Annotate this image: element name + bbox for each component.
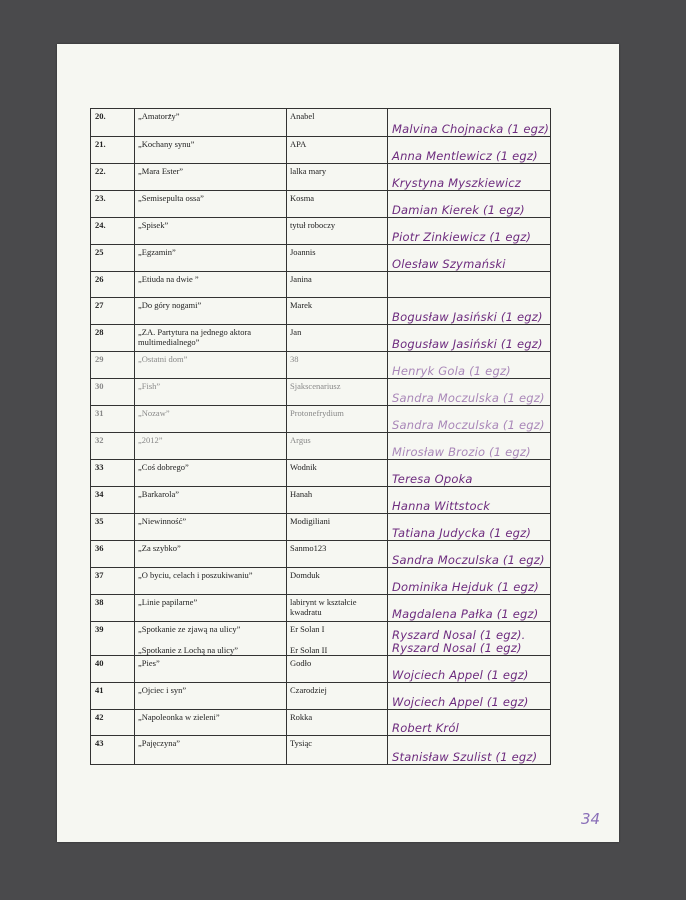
entry-number: 30 [91, 379, 135, 406]
entry-author-handwritten: Piotr Zinkiewicz (1 egz) [388, 218, 551, 245]
entry-pseudonym: Tysiąc [287, 736, 388, 765]
entry-author-handwritten: Bogusław Jasiński (1 egz) [388, 325, 551, 352]
entry-number: 43 [91, 736, 135, 765]
entry-pseudonym: Kosma [287, 191, 388, 218]
entry-title: „Egzamin” [135, 245, 287, 272]
entry-author-handwritten: Dominika Hejduk (1 egz) [388, 568, 551, 595]
table-row [91, 656, 551, 683]
entry-author-handwritten-line-1: Ryszard Nosal (1 egz). [392, 628, 526, 642]
entry-title: „ZA. Partytura na jednego aktora multimedialnego” [135, 325, 287, 352]
entry-number: 33 [91, 460, 135, 487]
entry-pseudonym: Czarodziej [287, 683, 388, 710]
entry-author-handwritten: Sandra Moczulska (1 egz) [388, 379, 551, 406]
entry-number: 39 [91, 622, 135, 656]
entry-number: 34 [91, 487, 135, 514]
entry-title: „Do góry nogami” [135, 298, 287, 325]
entry-title: „2012” [135, 433, 287, 460]
entry-title: „Pies” [135, 656, 287, 683]
entry-pseudonym: Sjakscenariusz [287, 379, 388, 406]
entry-pseudonym [287, 622, 388, 656]
table-row [91, 298, 551, 325]
entry-pseudonym: lalka mary [287, 164, 388, 191]
entry-pseudonym-line-2: Er Solan II [290, 645, 328, 655]
table-row [91, 683, 551, 710]
entry-author-handwritten: Sandra Moczulska (1 egz) [388, 406, 551, 433]
entry-author-handwritten: Mirosław Brozio (1 egz) [388, 433, 551, 460]
entry-pseudonym: APA [287, 137, 388, 164]
entry-title: „Amatorzy” [135, 109, 287, 137]
entry-title: „Pajęczyna” [135, 736, 287, 765]
entry-author-handwritten: Teresa Opoka [388, 460, 551, 487]
entry-pseudonym: Godło [287, 656, 388, 683]
entry-pseudonym-line-1: Er Solan I [290, 624, 325, 634]
entry-pseudonym: Protonefrydium [287, 406, 388, 433]
entry-title: „Napoleonka w zieleni” [135, 710, 287, 736]
entry-number: 40 [91, 656, 135, 683]
entry-title: „Semisepulta ossa” [135, 191, 287, 218]
table-row [91, 595, 551, 622]
entry-title [135, 622, 287, 656]
entry-number: 25 [91, 245, 135, 272]
entry-number: 23. [91, 191, 135, 218]
entry-author-handwritten: Olesław Szymański [388, 245, 551, 272]
entry-pseudonym: Modigiliani [287, 514, 388, 541]
table-row [91, 379, 551, 406]
entry-author-handwritten: Hanna Wittstock [388, 487, 551, 514]
page-number: 34 [581, 810, 601, 828]
entry-author-handwritten: Krystyna Myszkiewicz [388, 164, 551, 191]
entry-number: 22. [91, 164, 135, 191]
table-row [91, 218, 551, 245]
entry-pseudonym: labirynt w kształcie kwadratu [287, 595, 388, 622]
entry-title: „Niewinność” [135, 514, 287, 541]
entry-author-handwritten [388, 272, 551, 298]
table-row [91, 109, 551, 137]
entry-author-handwritten: Henryk Gola (1 egz) [388, 352, 551, 379]
entry-number: 29 [91, 352, 135, 379]
entry-pseudonym: Argus [287, 433, 388, 460]
entry-pseudonym: Janina [287, 272, 388, 298]
entry-pseudonym: tytuł roboczy [287, 218, 388, 245]
entry-author-handwritten-line-2: Ryszard Nosal (1 egz) [392, 641, 522, 655]
entry-title: „Spisek” [135, 218, 287, 245]
table-row [91, 460, 551, 487]
table-row [91, 352, 551, 379]
entry-pseudonym: Sanmo123 [287, 541, 388, 568]
entry-number: 32 [91, 433, 135, 460]
entry-author-handwritten: Damian Kierek (1 egz) [388, 191, 551, 218]
entry-pseudonym: Domduk [287, 568, 388, 595]
entry-title: „Kochany synu” [135, 137, 287, 164]
table-row [91, 137, 551, 164]
entry-title-line-2: „Spotkanie z Lochą na ulicy” [138, 645, 239, 655]
table-row [91, 487, 551, 514]
entry-author-handwritten: Malvina Chojnacka (1 egz) [388, 109, 551, 137]
entry-number: 26 [91, 272, 135, 298]
entry-number: 36 [91, 541, 135, 568]
table-row [91, 164, 551, 191]
entry-author-handwritten: Stanisław Szulist (1 egz) [388, 736, 551, 765]
table-row [91, 272, 551, 298]
entry-title: „Etiuda na dwie ” [135, 272, 287, 298]
entry-pseudonym: Hanah [287, 487, 388, 514]
entry-title: „Nozaw” [135, 406, 287, 433]
table-row [91, 433, 551, 460]
entry-number: 38 [91, 595, 135, 622]
entry-title: „Coś dobrego” [135, 460, 287, 487]
table-row [91, 245, 551, 272]
entry-title: „Ojciec i syn” [135, 683, 287, 710]
entry-title: „Fish” [135, 379, 287, 406]
entry-title: „Mara Ester” [135, 164, 287, 191]
entry-author-handwritten: Robert Król [388, 710, 551, 736]
table-row [91, 568, 551, 595]
entry-number: 20. [91, 109, 135, 137]
entry-author-handwritten: Magdalena Pałka (1 egz) [388, 595, 551, 622]
entries-table-body [91, 109, 551, 765]
table-row [91, 736, 551, 765]
table-row [91, 325, 551, 352]
entry-number: 42 [91, 710, 135, 736]
entry-author-handwritten: Bogusław Jasiński (1 egz) [388, 298, 551, 325]
table-row [91, 514, 551, 541]
entry-title-line-1: „Spotkanie ze zjawą na ulicy” [138, 624, 241, 634]
entry-title: „Ostatni dom” [135, 352, 287, 379]
entry-pseudonym: Jan [287, 325, 388, 352]
entry-pseudonym: 38 [287, 352, 388, 379]
entry-pseudonym: Anabel [287, 109, 388, 137]
table-row [91, 710, 551, 736]
entry-title: „Linie papilarne” [135, 595, 287, 622]
entry-author-handwritten: Wojciech Appel (1 egz) [388, 656, 551, 683]
entry-number: 24. [91, 218, 135, 245]
entry-number: 28 [91, 325, 135, 352]
table-row [91, 191, 551, 218]
entry-pseudonym: Marek [287, 298, 388, 325]
entry-pseudonym: Joannis [287, 245, 388, 272]
table-row [91, 541, 551, 568]
entry-number: 41 [91, 683, 135, 710]
entry-author-handwritten: Sandra Moczulska (1 egz) [388, 541, 551, 568]
entry-title: „Za szybko” [135, 541, 287, 568]
entry-author-handwritten [388, 622, 551, 656]
entry-number: 37 [91, 568, 135, 595]
entry-number: 21. [91, 137, 135, 164]
table-row [91, 622, 551, 656]
entry-number: 31 [91, 406, 135, 433]
entry-pseudonym: Rokka [287, 710, 388, 736]
entry-author-handwritten: Wojciech Appel (1 egz) [388, 683, 551, 710]
entry-pseudonym: Wodnik [287, 460, 388, 487]
entry-author-handwritten: Anna Mentlewicz (1 egz) [388, 137, 551, 164]
entries-table [90, 108, 551, 765]
entry-title: „Barkarola” [135, 487, 287, 514]
table-row [91, 406, 551, 433]
entry-number: 27 [91, 298, 135, 325]
entry-number: 35 [91, 514, 135, 541]
entry-title: „O byciu, celach i poszukiwaniu” [135, 568, 287, 595]
entry-author-handwritten: Tatiana Judycka (1 egz) [388, 514, 551, 541]
